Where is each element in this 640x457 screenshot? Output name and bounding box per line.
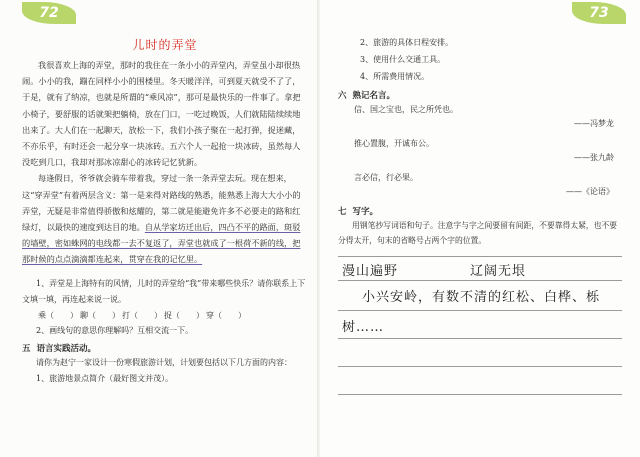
page-number-badge [572,2,626,24]
writing-line [338,338,622,339]
writing-line [338,310,622,311]
quote-1-attribution: ——冯梦龙 [574,119,614,128]
article-title: 儿时的弄堂 [132,38,198,52]
question-1: 1、弄堂是上海特有的风情，儿时的弄堂给“我”带来哪些快乐？请你联系上下文填一填，再连起来说一说。 [22,278,306,304]
fill-item: 捉（ ） [164,310,204,320]
paragraph-2-text [22,173,301,264]
plan-item-4: 4、所需费用情况。 [360,72,430,81]
fill-in-row [38,310,308,321]
section-title: 语言实践活动。 [36,343,97,354]
fill-item: 穿（ ） [206,310,246,320]
section-seven-heading [338,205,622,217]
handwritten-sentence: 小兴安岭，有数不清的红松、白桦、栎 [362,290,601,305]
paragraph-1: 我很喜欢上海的弄堂，那时的我住在一条小小的弄堂内，弄堂虽小却很热闹。小小的我，蹦在同样小小的围楼里。冬天暖洋洋，可到夏天就受不了了，于是，就有了纳凉，也就是所谓的“乘风凉”，那可是最快乐的一件事了。拿把小椅子，要舒服的话就架把躺椅，放在门口，一吃过晚饭，人们就陆陆续续地出来了。大人们在一起聊天，放松一下，我们小孩子聚在一起打弹，捉迷藏，不亦乐乎，有时还会一起分享一块冰砖。五六个人一起抢一块冰砖，虽然每人没吃到几口，我却对那冰凉甜心的冰砖记忆犹新。 [22,60,301,168]
fill-item: 聊（ ） [80,310,120,320]
section-five-item-1: 1、旅游地景点简介（最好图文并茂）。 [36,373,174,383]
section-six-heading [338,89,622,101]
writing-line [338,366,622,367]
section-five-heading [22,342,308,354]
page-number: 73 [589,5,609,21]
writing-instruction: 用钢笔抄写词语和句子。注意字与字之间要留有间距，不要靠得太紧，也不要分得太开，句末的省略号占两个字的位置。 [338,221,618,245]
page-number-badge [22,2,76,24]
handwritten-sentence-end: 树…… [342,320,385,335]
writing-line [338,394,622,395]
right-page [320,0,640,457]
paragraph-2-plain: 每逢假日，爷爷就会骑车带着我，穿过一条一条弄堂去玩。现在想来，这“穿弄堂”有着两层含义：第一是来得对路线的熟悉，能熟悉上海大大小小的弄堂，无疑是非常值得骄傲和炫耀的，第二就是能避免许多不必要走的路和红绿灯，以最快的速度到达目的地。 [22,173,301,233]
section-number: 五 [22,343,31,354]
section-title: 熟记名言。 [352,91,396,101]
page-number: 72 [39,5,59,21]
writing-line [338,280,622,281]
plan-item-3: 3、使用什么交通工具。 [360,55,446,64]
section-title: 写字。 [352,207,379,217]
plan-item-2: 2、旅游的具体日程安排。 [360,38,454,47]
fill-item: 打（ ） [122,310,162,320]
paragraph-2 [22,170,308,267]
underlined-sentence: 自从学家坊迁出后，四凸不平的路面，斑驳的墙壁，密如蛛网的电线都一去不复返了，弄堂也就成了一根荷不新的线，把那时候的点点滴滴都连起来，贯穿在我的记忆里。 [22,222,301,265]
section-number: 七 [338,207,347,217]
quote-2: 推心置腹，开诚布公。 [354,139,434,148]
quote-2-attribution: ——张九龄 [574,153,614,162]
question-2: 2、画线句的意思你理解吗？互相交流一下。 [36,325,194,335]
writing-line [338,256,622,257]
writing-area [338,254,622,404]
fill-item: 乘（ ） [38,310,78,320]
quote-1: 信、国之宝也，民之所凭也。 [354,105,458,114]
handwritten-word-1: 漫山遍野 [342,264,399,279]
section-number: 六 [338,91,347,101]
quote-3: 言必信，行必果。 [354,173,418,182]
quote-3-attribution: ——《论语》 [566,187,614,196]
section-five-intro: 请你为赵宁一家设计一份寒假旅游计划，计划要包括以下几方面的内容： [36,357,292,367]
handwritten-word-2: 辽阔无垠 [470,264,527,279]
